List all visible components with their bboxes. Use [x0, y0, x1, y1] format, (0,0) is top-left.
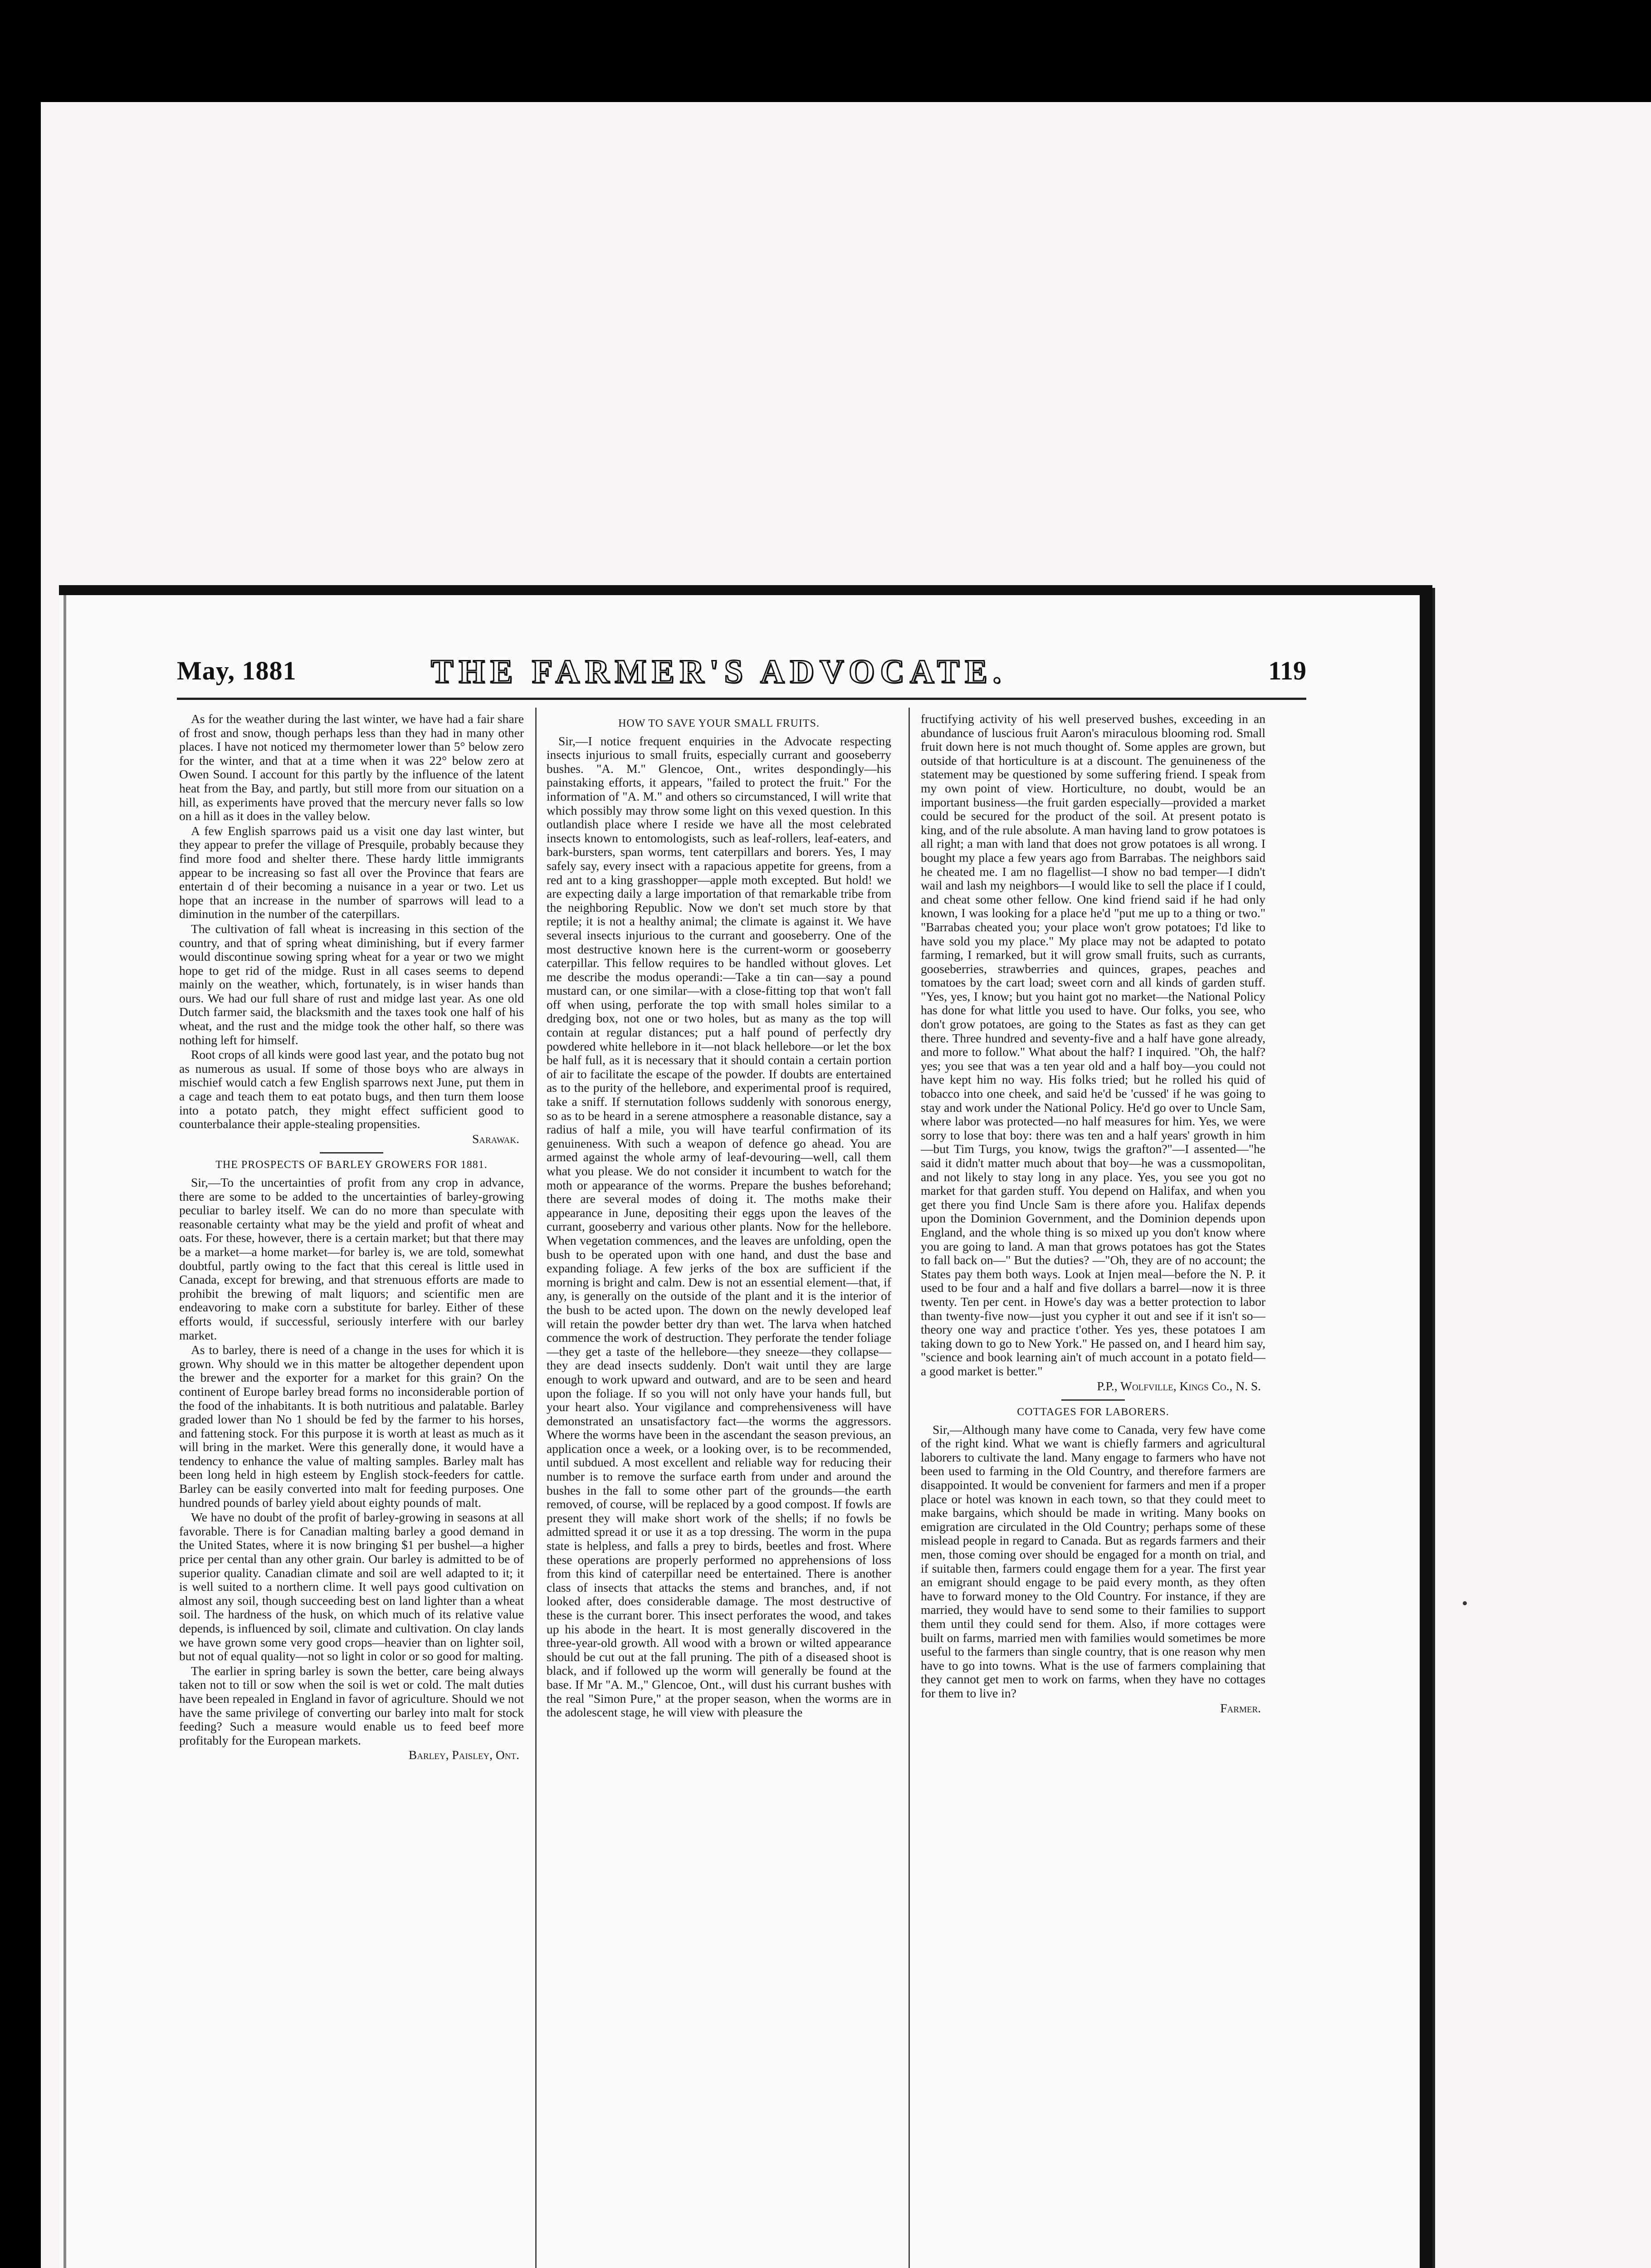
page-number: 119	[1268, 656, 1306, 685]
column-2	[547, 712, 891, 2268]
paragraph: The earlier in spring barley is sown the better, care being always taken not to till or sow when the soil is wet or cold. The malt duties have been repealed in England in favor of agriculture. Should we not have the same privilege of converting our barley into malt for stock feeding? Such a measure would enable us to feed beef more profitably for the European markets.	[179, 1663, 524, 1747]
paragraph: fructifying activity of his well preserved bushes, exceeding in an abundance of luscious fruit Aaron's miraculous blooming rod. Small fruit down here is not much thought of. Some apples are grown, but outside of that horticulture is at a discount. The genuineness of the statement may be questioned by some suffering friend. I speak from my own point of view. Horticulture, no doubt, would be an important business—the fruit garden especially—provided a market could be secured for the product of the soil. At present potato is king, and of the rule absolute. A man having land to grow potatoes is all right; a man with land that does not grow potatoes is all wrong. I bought my place a few years ago from Barrabas. The neighbors said he cheated me. I am no flagellist—I show no bad temper—I didn't wail and lash my neighbors—I would like to sell the place if I could, and cheat some other fellow. One kind friend said if he had only known, I was looking for a place he'd "put me up to a thing or two." "Barrabas cheated you; your place won't grow potatoes; I'd like to have sold you my place." My place may not be adapted to potato farming, I remarked, but it will grow small fruits, such as currants, gooseberries, strawberries and quinces, grapes, peaches and tomatoes by the cart load; sweet corn and all kinds of garden stuff. "Yes, yes, I know; but you haint got no market—the National Policy has done for what little you used to have. Our folks, you see, who don't grow potatoes, are going to the States as fast as they can get there. Three hundred and seventy-five and a half have gone already, and more to follow." What about the half? I inquired. "Oh, the half? yes; you see that was a ten year old and a half boy—you could not have kept him no way. His folks tried; but he rolled his quid of tobacco into one cheek, and said he'd be 'cussed' if he was going to stay and work under the National Policy. He'd go over to Uncle Sam, where labor was protected—no half measures for him. Yes, we were sorry to lose that boy: there was ten and a half years' growth in him—but Tim Turgs, you know, twigs the grafton?"—I assented—"he said it didn't matter much about that boy—he was a cussmopolitan, and not likely to stay long in any place. Yes, you see you got no market for that garden stuff. You depend on Halifax, and when you get there you find Uncle Sam is there afore you. Halifax depends upon the Dominion Government, and the Dominion depends upon England, and the whole thing is so mixed up you don't know where you are going to land. A man that grows potatoes has got the States to fall back on—" But the duties? —"Oh, they are of no account; the States pay them both ways. Look at Injen meal—before the N. P. it used to be four and a half and five dollars a barrel—now it is three twenty. Ten per cent. in Howe's day was a better protection to labor than twenty-five now—just you cypher it out and see if it isn't so—theory one way and practice t'other. Yes yes, these potatoes I am taking down to go to New York." He passed on, and I heard him say, "science and book learning ain't of much account in a potato field—a good market is better."	[921, 712, 1265, 1378]
paragraph: Sir,—I notice frequent enquiries in the Advocate respecting insects injurious to small fruits, especially currant and gooseberry bushes. "A. M." Glencoe, Ont., writes despondingly—his painstaking efforts, it appears, "failed to protect the fruit." For the information of "A. M." and others so circumstanced, I will write that which possibly may throw some light on this vexed question. In this outlandish place where I reside we have all the most celebrated insects known to entomologists, such as leaf-rollers, leaf-eaters, and bark-bursters, span worms, tent caterpillars and borers. Yes, I may safely say, every insect with a rapacious appetite for greens, from a red ant to a king grasshopper—apple moth excepted. But hold! we are expecting daily a large importation of that remarkable tribe from the neighboring Republic. Now we don't set much store by that reptile; it is not a healthy animal; the climate is against it. We have several insects injurious to the currant and gooseberry. One of the most destructive known here is the current-worm or gooseberry caterpillar. This fellow requires to be handled without gloves. Let me describe the modus operandi:—Take a tin can—say a pound mustard can, or one similar—with a close-fitting top that won't fall off when using, perforate the top with small holes similar to a dredging box, not one or two holes, but as many as the top will contain at regular distances; put a half pound of perfectly dry powdered white hellebore in it—not black hellebore—or let the box be half full, as it is necessary that it should contain a certain portion of air to facilitate the escape of the powder. If doubts are entertained as to the purity of the hellebore, and experimental proof is required, take a sniff. If sternutation follows suddenly with sonorous energy, so as to be heard in a serene atmosphere a reasonable distance, say a radius of half a mile, you will have tearful confirmation of its genuineness. With such a weapon of defence go ahead. You are armed against the whole army of leaf-devouring—well, call them what you please. We do not consider it incumbent to watch for the moth or appearance of the worms. Prepare the bushes beforehand; there are several modes of doing it. The moths make their appearance in June, depositing their eggs upon the leaves of the currant, gooseberry and various other plants. Now for the hellebore. When vegetation commences, and the leaves are unfolding, open the bush to be operated upon with one hand, and dust the base and expanding foliage. A few jerks of the box are sufficient if the morning is bright and calm. Dew is not an essential element—that, if any, is generally on the outside of the plant and it is the interior of the bush to be acted upon. The down on the newly developed leaf will retain the powder better dry than wet. The larva when hatched commence the work of destruction. They perforate the tender foliage—they get a taste of the hellebore—they sneeze—they collapse—they are dead insects suddenly. Don't wait until they are large enough to work upward and outward, and are to be seen and heard upon the foliage. If so you will not only have your hands full, but your heart also. Your vigilance and comprehensiveness will have demonstrated an unsatisfactory fact—the worms the aggressors. Where the worms have been in the ascendant the season previous, an application once a week, or a looking over, is to be recommended, until subdued. A most excellent and reliable way for reducing their number is to remove the surface earth from under and around the bushes in the fall to some other part of the grounds—the earth removed, of course, will be replaced by a good compost. If fowls are present they will make short work of the shells; if no fowls be admitted spread it or use it as a top dressing. The worm in the pupa state is helpless, and falls a prey to birds, beetles and frost. Where these operations are properly performed no apprehensions of loss from this kind of caterpillar need be entertained. There is another class of insects that attacks the stems and branches, and, if not looked after, does considerable damage. The most destructive of these is the currant borer. This insect perforates the wood, and takes up his abode in the heart. It is most generally discovered in the three-year-old growth. All wood with a brown or wilted appearance should be cut out at the fall pruning. The pith of a diseased shoot is black, and if followed up the worm will generally be found at the base. If Mr "A. M.," Glencoe, Ont., will dust his currant bushes with the real "Simon Pure," at the proper season, when the worms are in the adolescent stage, he will view with pleasure the	[547, 733, 891, 1720]
paragraph: Root crops of all kinds were good last year, and the potato bug not as numerous as usual. If some of those boys who are always in mischief would catch a few English sparrows next June, put them in a cage and teach them to eat potato bugs, and then turn them loose into a potato patch, they might effect sufficient good to counterbalance their apple-stealing propensities.	[179, 1047, 524, 1131]
article-separator	[1061, 1399, 1125, 1401]
article-title: THE PROSPECTS OF BARLEY GROWERS FOR 1881.	[215, 1159, 488, 1171]
masthead	[177, 655, 1306, 696]
paragraph: A few English sparrows paid us a visit one day last winter, but they appear to prefer the village of Presquile, probably because they find more food and shelter there. These hardy little immigrants appear to be increasing so fast all over the Province that fears are entertain d of their becoming a nuisance in a year or two. Let us hope that an increase in the number of sparrows will lead to a diminution in the number of the caterpillars.	[179, 823, 524, 921]
signature: P.P., Wolfville, Kings Co., N. S.	[1097, 1378, 1261, 1393]
paragraph: The cultivation of fall wheat is increasing in this section of the country, and that of spring wheat diminishing, but if every farmer would discontinue sowing spring wheat for a year or two we might hope to get rid of the midge. Rust in all cases seems to depend mainly on the weather, which, fortunately, is in wiser hands than ours. We had our full share of rust and midge last year. As one old Dutch farmer said, the blacksmith and the taxes took one half of his wheat, and the rust and the midge took the other half, so there was nothing left for himself.	[179, 921, 524, 1047]
paragraph: As to barley, there is need of a change in the uses for which it is grown. Why should we in this matter be altogether dependent upon the brewer and the exporter for a market for this grain? On the continent of Europe barley bread forms no inconsiderable portion of the food of the inhabitants. It is both nutritious and palatable. Barley graded lower than No 1 should be fed by the farmer to his horses, and fattening stock. For this purpose it is worth at least as much as it will bring in the market. Were this generally done, it would have a tendency to enhance the value of malting samples. Barley malt has been long held in high esteem by English stock-feeders for cattle. Barley can be easily converted into malt for feeding purposes. One hundred pounds of barley yield about eighty pounds of malt.	[179, 1343, 524, 1510]
article-title: COTTAGES FOR LABORERS.	[1017, 1406, 1169, 1418]
page-gutter	[64, 595, 66, 2268]
masthead-rule	[177, 698, 1306, 700]
paragraph: Sir,—To the uncertainties of profit from any crop in advance, there are some to be added to the uncertainties of barley-growing peculiar to barley itself. We can do no more than speculate with reasonable certainty what may be the yield and profit of wheat and oats. For these, however, there is a certain market; but that there may be a market—a home market—for barley is, we are told, somewhat doubtful, partly owing to the fact that this cereal is little used in Canada, except for brewing, and that strenuous efforts are made to prohibit the brewing of malt liquors; and scientific men are endeavoring to make corn a substitute for barley. Either of these efforts would, if successful, seriously interfere with our barley market.	[179, 1175, 524, 1342]
paragraph: We have no doubt of the profit of barley-growing in seasons at all favorable. There is for Canadian malting barley a good demand in the United States, where it is now bringing $1 per bushel—a higher price per cental than any other grain. Our barley is admitted to be of superior quality. Canadian climate and soil are well adapted to it; it is well suited to a northern clime. It well pays good cultivation on almost any soil, though succeeding best on land lighter than a wheat soil. The hardness of the husk, on which much of its relative value depends, is influenced by soil, climate and cultivation. On clay lands we have grown some very good crops—heavier than on lighter soil, but not of equal quality—not so light in color or so good for malting.	[179, 1510, 524, 1663]
article-title: HOW TO SAVE YOUR SMALL FRUITS.	[618, 718, 820, 729]
issue-date: May, 1881	[177, 656, 297, 685]
column-1	[179, 712, 524, 2268]
signature: Sarawak.	[472, 1131, 519, 1146]
newspaper-title: THE FARMER'S ADVOCATE.	[431, 653, 1007, 690]
column-3	[921, 712, 1265, 2268]
signature: Farmer.	[1220, 1701, 1261, 1715]
paragraph: Sir,—Although many have come to Canada, very few have come of the right kind. What we want is chiefly farmers and agricultural laborers to cultivate the land. Many engage to farmers who have not been used to farming in the Old Country, and therefore farmers are disappointed. It would be convenient for farmers and men if a proper place or hotel was known in each town, so that they could meet to make bargains, which should be made in writing. Many books on emigration are circulated in the Old Country; perhaps some of these mislead people in regard to Canada. But as regards farmers and their men, those coming over should be engaged for a month on trial, and if suitable then, farmers could engage them for a year. The first year an emigrant should engage to be paid every month, as they often have to forward money to the Old Country. For instance, if they are married, they would have to send some to their families to support them until they could send for them. Also, if more cottages were built on farms, married men with families would sometimes be more useful to the farmers than single country, that is one reason why men have to go into towns. What is the use of farmers complaining that they cannot get men to work on farms, when they have no cottages for them to live in?	[921, 1422, 1265, 1700]
signature: Barley, Paisley, Ont.	[408, 1748, 519, 1762]
scan-speck	[1463, 1601, 1467, 1605]
column-divider	[909, 708, 910, 2268]
paragraph: As for the weather during the last winter, we have had a fair share of frost and snow, though perhaps less than they had in many other places. I have not noticed my thermometer lower than 5° below zero for the winter, and that at a time when it was 22° below zero at Owen Sound. I account for this partly by the influence of the latent heat from the Bay, and partly, but still more from our situation on a hill, as experiments have proved that the mercury never falls so low on a hill as it does in the valley below.	[179, 712, 524, 823]
column-divider	[535, 708, 537, 2268]
article-separator	[320, 1152, 383, 1154]
